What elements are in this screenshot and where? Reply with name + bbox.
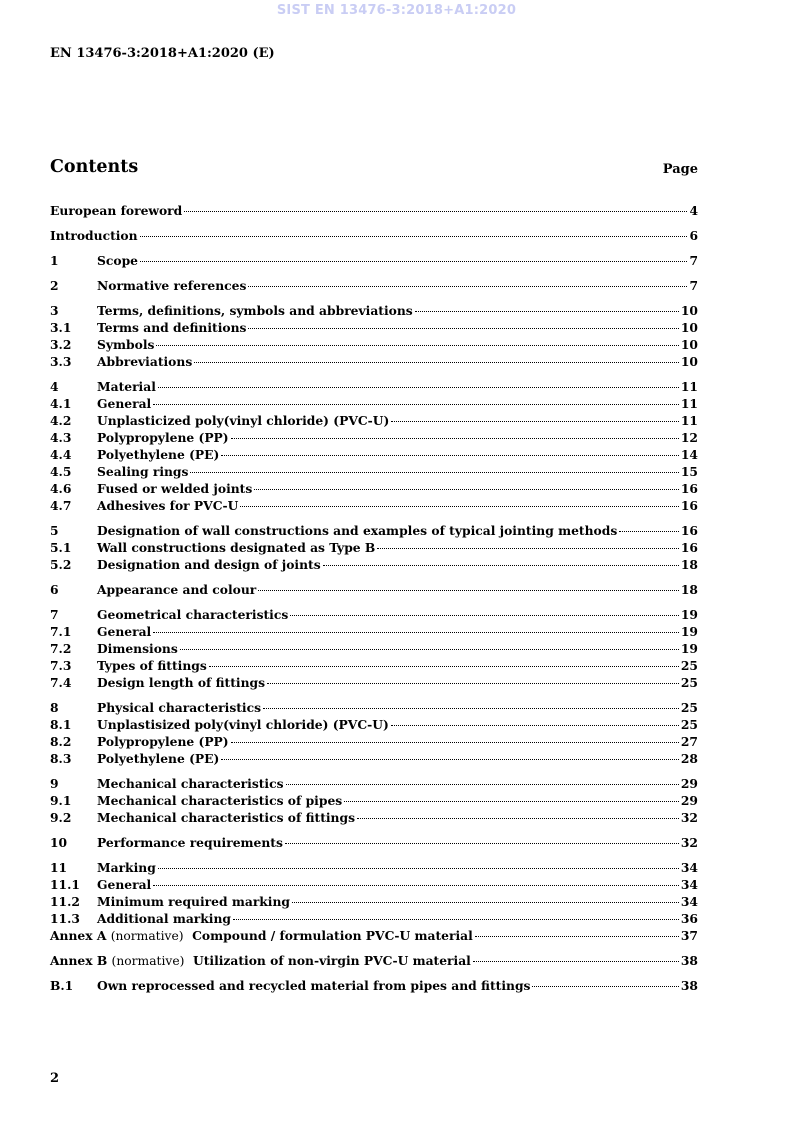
toc-entry-number: 3.3 xyxy=(50,354,72,369)
footer-page-number: 2 xyxy=(50,1071,60,1086)
toc-entry-page: 18 xyxy=(680,582,698,597)
toc-entry-number: 9.2 xyxy=(50,810,72,825)
toc-entry-title: Mechanical characteristics xyxy=(97,776,284,791)
toc-entry[interactable] xyxy=(50,733,698,750)
toc-entry-number: 4.3 xyxy=(50,430,72,445)
dot-leader xyxy=(267,682,679,684)
toc-entry[interactable] xyxy=(50,446,698,463)
dot-leader xyxy=(377,547,679,549)
toc-entry-title: Terms, definitions, symbols and abbreviations xyxy=(97,303,413,318)
toc-entry-page: 19 xyxy=(680,641,698,656)
dot-leader xyxy=(231,741,679,743)
toc-entry-title: Abbreviations xyxy=(97,354,193,369)
toc-entry[interactable] xyxy=(50,674,698,691)
toc-entry-number: 5.1 xyxy=(50,540,72,555)
annex-label: Annex B xyxy=(50,953,108,968)
toc-entry-page: 16 xyxy=(680,523,698,538)
toc-entry[interactable] xyxy=(50,353,698,370)
toc-entry-title: Wall constructions designated as Type B xyxy=(97,540,376,555)
toc-entry[interactable] xyxy=(50,927,698,944)
toc-entry-page: 18 xyxy=(680,557,698,572)
dot-leader xyxy=(221,758,679,760)
toc-entry-title: Normative references xyxy=(97,278,247,293)
dot-leader xyxy=(290,614,679,616)
toc-entry-number: 7.3 xyxy=(50,658,72,673)
toc-entry-page: 14 xyxy=(680,447,698,462)
dot-leader xyxy=(158,867,679,869)
toc-entry-page: 6 xyxy=(689,228,698,243)
toc-entry[interactable] xyxy=(50,429,698,446)
toc-entry[interactable] xyxy=(50,952,698,969)
toc-entry[interactable] xyxy=(50,750,698,767)
toc-entry-number: 8.2 xyxy=(50,734,72,749)
toc-entry-title xyxy=(50,952,471,970)
toc-entry-title: Terms and definitions xyxy=(97,320,247,335)
annex-title: Compound / formulation PVC-U material xyxy=(192,928,473,943)
toc-entry-title: Unplastisized poly(vinyl chloride) (PVC-U) xyxy=(97,717,389,732)
toc-entry-number: 9 xyxy=(50,776,59,791)
toc-entry[interactable] xyxy=(50,809,698,826)
toc-entry[interactable] xyxy=(50,716,698,733)
dot-leader xyxy=(473,960,679,962)
toc-entry-page: 11 xyxy=(680,396,698,411)
toc-entry-page: 34 xyxy=(680,877,698,892)
toc-entry[interactable] xyxy=(50,775,698,792)
toc-entry-title: Own reprocessed and recycled material from pipes and fittings xyxy=(97,978,531,993)
toc-entry-title: Marking xyxy=(97,860,156,875)
toc-entry-page: 19 xyxy=(680,607,698,622)
dot-leader xyxy=(248,285,687,287)
dot-leader xyxy=(415,310,679,312)
toc-entry-title: Symbols xyxy=(97,337,155,352)
toc-entry[interactable] xyxy=(50,893,698,910)
dot-leader xyxy=(153,403,679,405)
toc-entry[interactable] xyxy=(50,480,698,497)
toc-entry-number: 3 xyxy=(50,303,59,318)
toc-entry[interactable] xyxy=(50,859,698,876)
toc-entry-title: Types of fittings xyxy=(97,658,207,673)
toc-entry-page: 32 xyxy=(680,835,698,850)
dot-leader xyxy=(248,327,678,329)
toc-entry-page: 16 xyxy=(680,498,698,513)
toc-entry[interactable] xyxy=(50,522,698,539)
toc-entry-title: Material xyxy=(97,379,156,394)
dot-leader xyxy=(231,437,679,439)
toc-entry-number: 7.1 xyxy=(50,624,72,639)
toc-entry[interactable] xyxy=(50,581,698,598)
toc-entry-number: 4.4 xyxy=(50,447,72,462)
toc-entry-title: Appearance and colour xyxy=(97,582,257,597)
toc-entry-title: Performance requirements xyxy=(97,835,283,850)
dot-leader xyxy=(254,488,679,490)
dot-leader xyxy=(194,361,679,363)
toc-entry[interactable] xyxy=(50,910,698,927)
toc-entry[interactable] xyxy=(50,395,698,412)
page-column-label: Page xyxy=(662,162,698,177)
toc-entry-number: 8.1 xyxy=(50,717,72,732)
toc-entry-page: 25 xyxy=(680,658,698,673)
toc-entry-title: Geometrical characteristics xyxy=(97,607,289,622)
dot-leader xyxy=(190,471,678,473)
toc-entry-number: 4.1 xyxy=(50,396,72,411)
toc-entry[interactable] xyxy=(50,227,698,244)
toc-entry-title: Designation of wall constructions and examples of typical jointing methods xyxy=(97,523,618,538)
dot-leader xyxy=(285,842,679,844)
toc-entry[interactable] xyxy=(50,623,698,640)
toc-entry-title: Dimensions xyxy=(97,641,178,656)
toc-entry-page: 29 xyxy=(680,793,698,808)
toc-entry-title: General xyxy=(97,624,152,639)
dot-leader xyxy=(263,707,679,709)
toc-entry-number: 4 xyxy=(50,379,59,394)
toc-entry-number: 2 xyxy=(50,278,59,293)
dot-leader xyxy=(221,454,679,456)
toc-entry[interactable] xyxy=(50,606,698,623)
toc-entry-number: 7 xyxy=(50,607,59,622)
dot-leader xyxy=(153,631,679,633)
toc-entry[interactable] xyxy=(50,699,698,716)
toc-entry-title: Minimum required marking xyxy=(97,894,291,909)
toc-entry-title: Adhesives for PVC-U xyxy=(97,498,239,513)
dot-leader xyxy=(619,530,679,532)
toc-entry-title: Fused or welded joints xyxy=(97,481,253,496)
annex-label: Annex A xyxy=(50,928,107,943)
dot-leader xyxy=(233,918,679,920)
toc-entry-title: General xyxy=(97,396,152,411)
toc-entry-page: 11 xyxy=(680,413,698,428)
toc-entry-number: 4.2 xyxy=(50,413,72,428)
toc-entry-number: 4.7 xyxy=(50,498,72,513)
toc-entry-title: Polypropylene (PP) xyxy=(97,430,229,445)
toc-entry-page: 32 xyxy=(680,810,698,825)
toc-entry[interactable] xyxy=(50,336,698,353)
dot-leader xyxy=(184,210,687,212)
contents-title: Contents xyxy=(50,157,139,177)
dot-leader xyxy=(158,386,679,388)
toc-entry-title: General xyxy=(97,877,152,892)
toc-entry-page: 27 xyxy=(680,734,698,749)
toc-entry-title: Additional marking xyxy=(97,911,232,926)
toc-entry-number: 8 xyxy=(50,700,59,715)
toc-entry-number: 9.1 xyxy=(50,793,72,808)
toc-entry-number: 10 xyxy=(50,835,68,850)
dot-leader xyxy=(156,344,678,346)
toc-entry-number: 5 xyxy=(50,523,59,538)
toc-entry-page: 16 xyxy=(680,540,698,555)
toc-entry-page: 11 xyxy=(680,379,698,394)
toc-entry[interactable] xyxy=(50,876,698,893)
toc-entry-page: 37 xyxy=(680,928,698,943)
annex-title: Utilization of non-virgin PVC-U material xyxy=(193,953,471,968)
toc-entry[interactable] xyxy=(50,412,698,429)
toc-entry[interactable] xyxy=(50,539,698,556)
toc-entry-page: 15 xyxy=(680,464,698,479)
watermark: SIST EN 13476-3:2018+A1:2020 xyxy=(276,3,517,18)
toc-entry-page: 10 xyxy=(680,303,698,318)
toc-entry-page: 16 xyxy=(680,481,698,496)
toc-entry-title: Polyethylene (PE) xyxy=(97,447,220,462)
toc-entry-page: 4 xyxy=(689,203,698,218)
toc-entry[interactable] xyxy=(50,277,698,294)
dot-leader xyxy=(323,564,679,566)
toc-entry-page: 7 xyxy=(689,278,698,293)
dot-leader xyxy=(209,665,679,667)
toc-entry-number: 5.2 xyxy=(50,557,72,572)
toc-entry-page: 12 xyxy=(680,430,698,445)
toc-entry-title: European foreword xyxy=(50,203,183,218)
toc-entry-title: Sealing rings xyxy=(97,464,189,479)
annex-type: (normative) xyxy=(110,929,184,943)
toc-entry-number: 11 xyxy=(50,860,68,875)
toc-entry-page: 10 xyxy=(680,320,698,335)
toc-entry-title: Introduction xyxy=(50,228,138,243)
toc-entry-number: 7.2 xyxy=(50,641,72,656)
toc-entry-page: 19 xyxy=(680,624,698,639)
toc-entry[interactable] xyxy=(50,378,698,395)
toc-entry-title: Designation and design of joints xyxy=(97,557,321,572)
toc-entry-title: Mechanical characteristics of fittings xyxy=(97,810,356,825)
toc-entry-page: 25 xyxy=(680,675,698,690)
toc-entry[interactable] xyxy=(50,556,698,573)
toc-entry-page: 7 xyxy=(689,253,698,268)
toc-entry[interactable] xyxy=(50,252,698,269)
toc-entry-page: 36 xyxy=(680,911,698,926)
dot-leader xyxy=(140,260,687,262)
toc-entry-page: 34 xyxy=(680,894,698,909)
dot-leader xyxy=(180,648,679,650)
toc-entry-page: 29 xyxy=(680,776,698,791)
toc-entry-page: 10 xyxy=(680,354,698,369)
table-of-contents xyxy=(50,202,698,994)
toc-entry-title: Scope xyxy=(97,253,138,268)
toc-entry-number: 8.3 xyxy=(50,751,72,766)
toc-entry-title xyxy=(50,927,473,945)
toc-entry-number: 4.6 xyxy=(50,481,72,496)
dot-leader xyxy=(292,901,679,903)
toc-entry-title: Mechanical characteristics of pipes xyxy=(97,793,343,808)
dot-leader xyxy=(344,800,679,802)
toc-entry[interactable] xyxy=(50,497,698,514)
toc-entry-title: Physical characteristics xyxy=(97,700,262,715)
dot-leader xyxy=(258,589,679,591)
toc-entry[interactable] xyxy=(50,463,698,480)
toc-entry-page: 38 xyxy=(680,978,698,993)
annex-type: (normative) xyxy=(111,954,185,968)
toc-entry-number: 4.5 xyxy=(50,464,72,479)
dot-leader xyxy=(240,505,679,507)
toc-entry[interactable] xyxy=(50,792,698,809)
toc-entry-page: 28 xyxy=(680,751,698,766)
toc-entry-title: Polyethylene (PE) xyxy=(97,751,220,766)
toc-entry-title: Unplasticized poly(vinyl chloride) (PVC-U) xyxy=(97,413,390,428)
toc-entry-title: Polypropylene (PP) xyxy=(97,734,229,749)
toc-entry[interactable] xyxy=(50,657,698,674)
toc-entry-page: 34 xyxy=(680,860,698,875)
dot-leader xyxy=(286,783,679,785)
dot-leader xyxy=(391,724,679,726)
dot-leader xyxy=(391,420,679,422)
document-id: EN 13476-3:2018+A1:2020 (E) xyxy=(50,46,275,61)
toc-entry-number: 3.1 xyxy=(50,320,72,335)
toc-entry[interactable] xyxy=(50,202,698,219)
toc-entry-number: 11.2 xyxy=(50,894,80,909)
dot-leader xyxy=(153,884,679,886)
toc-entry[interactable] xyxy=(50,834,698,851)
dot-leader xyxy=(532,985,678,987)
toc-entry-page: 10 xyxy=(680,337,698,352)
toc-entry-page: 38 xyxy=(680,953,698,968)
toc-entry[interactable] xyxy=(50,302,698,319)
toc-entry[interactable] xyxy=(50,319,698,336)
toc-entry-number: 3.2 xyxy=(50,337,72,352)
dot-leader xyxy=(357,817,679,819)
toc-entry-number: 6 xyxy=(50,582,59,597)
toc-entry-page: 25 xyxy=(680,717,698,732)
toc-entry-title: Design length of fittings xyxy=(97,675,266,690)
toc-entry-number: 11.3 xyxy=(50,911,80,926)
toc-entry-page: 25 xyxy=(680,700,698,715)
toc-entry-number: 11.1 xyxy=(50,877,80,892)
toc-entry-number: B.1 xyxy=(50,978,74,993)
toc-entry-number: 1 xyxy=(50,253,59,268)
toc-entry[interactable] xyxy=(50,977,698,994)
toc-entry[interactable] xyxy=(50,640,698,657)
dot-leader xyxy=(475,935,679,937)
dot-leader xyxy=(140,235,688,237)
toc-entry-number: 7.4 xyxy=(50,675,72,690)
